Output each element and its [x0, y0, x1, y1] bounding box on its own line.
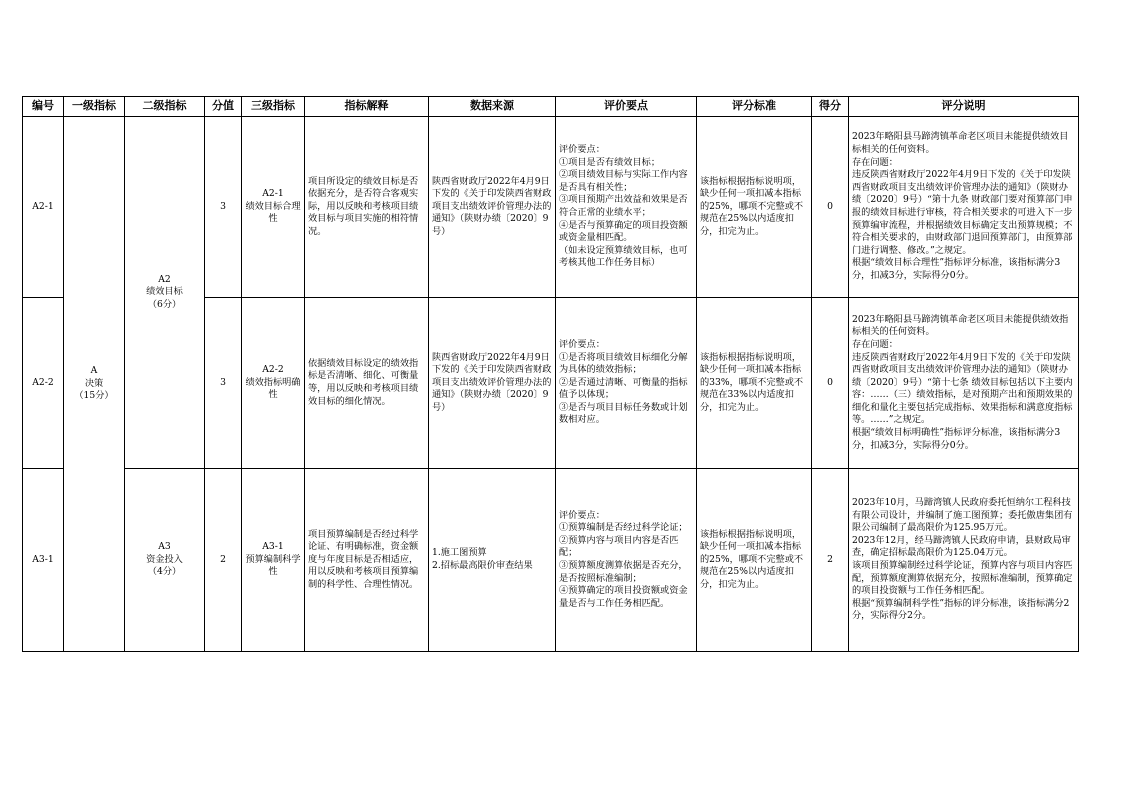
- row-score-value: 2: [205, 469, 242, 652]
- row-level3: A2-1 绩效目标合理性: [242, 117, 305, 298]
- row-notes: 2023年略阳县马蹄湾镇革命老区项目未能提供绩效目标相关的任何资料。 存在问题： 违反陕西省财政厅2022年4月9日下发的《关于印发陕西省财政项目支出绩效评价管理办法的通知》（陕财办绩〔2020〕9号）“第十九条 财政部门要对预算部门申报的绩效目标进行审核，符合相关要求的可进入下一步预算编审流程，并根据绩效目标确定支出预算规模；不符合相关要求的，由财政部门退回预算部门，由预算部门进行调整、修改。”之规定。 根据“绩效目标合理性”指标评分标准，该指标满分3分，扣减3分，实际得分0分。: [849, 117, 1079, 298]
- row-source: 1.施工图预算 2.招标最高限价审查结果: [429, 469, 556, 652]
- header-explanation: 指标解释: [305, 97, 429, 117]
- row-explanation: 项目所设定的绩效目标是否依据充分，是否符合客观实际，用以反映和考核项目绩效目标与项目实施的相符情况。: [305, 117, 429, 298]
- header-standard: 评分标准: [697, 97, 812, 117]
- row-notes: 2023年10月，马蹄湾镇人民政府委托恒纳尔工程科技有限公司设计，并编制了施工图预算；委托傲唐集团有限公司编制了最高限价为125.95万元。 2023年12月，经马蹄湾镇人民政府申请，县财政局审查，确定招标最高限价为125.04万元。 该项目预算编制经过科学论证，预算内容与项目内容匹配，预算额度测算依据充分，按照标准编制，预算确定的项目投资额与工作任务相匹配。 根据“预算编制科学性”指标的评分标准，该指标满分2分，实际得分2分。: [849, 469, 1079, 652]
- row-standard: 该指标根据指标说明项，缺少任何一项扣减本指标的25%，哪项不完整或不规范在25%以内适度扣分，扣完为止。: [697, 117, 812, 298]
- row-explanation: 项目预算编制是否经过科学论证、有明确标准，资金额度与年度目标是否相适应，用以反映和考核项目预算编制的科学性、合理性情况。: [305, 469, 429, 652]
- table-row: [23, 117, 1079, 298]
- row-points: 评价要点： ①预算编制是否经过科学论证； ②预算内容与项目内容是否匹配； ③预算额度测算依据是否充分，是否按照标准编制； ④预算确定的项目投资额或资金量是否与工作任务相匹配。: [556, 469, 697, 652]
- row-score: 0: [812, 117, 849, 298]
- evaluation-table: [22, 96, 1079, 652]
- row-source: 陕西省财政厅2022年4月9日下发的《关于印发陕西省财政项目支出绩效评价管理办法的通知》（陕财办绩〔2020〕9号）: [429, 298, 556, 469]
- row-score-value: 3: [205, 298, 242, 469]
- level1-cell: A 决策 （15分）: [64, 117, 125, 652]
- row-level3: A2-2 绩效指标明确性: [242, 298, 305, 469]
- header-score-value: 分值: [205, 97, 242, 117]
- row-id: A2-1: [23, 117, 64, 298]
- level2-cell: A2 绩效目标 （6分）: [125, 117, 205, 469]
- header-row: [23, 97, 1079, 117]
- row-source: 陕西省财政厅2022年4月9日下发的《关于印发陕西省财政项目支出绩效评价管理办法的通知》（陕财办绩〔2020〕9号）: [429, 117, 556, 298]
- row-id: A2-2: [23, 298, 64, 469]
- header-score: 得分: [812, 97, 849, 117]
- row-points: 评价要点： ①是否将项目绩效目标细化分解为具体的绩效指标； ②是否通过清晰、可衡量的指标值予以体现； ③是否与项目目标任务数或计划数相对应。: [556, 298, 697, 469]
- header-level2: 二级指标: [125, 97, 205, 117]
- row-score-value: 3: [205, 117, 242, 298]
- header-points: 评价要点: [556, 97, 697, 117]
- row-points: 评价要点： ①项目是否有绩效目标； ②项目绩效目标与实际工作内容是否具有相关性； ③项目预期产出效益和效果是否符合正常的业绩水平； ④是否与预算确定的项目投资额或资金量相匹配。 （如未设定预算绩效目标，也可考核其他工作任务目标）: [556, 117, 697, 298]
- header-level1: 一级指标: [64, 97, 125, 117]
- header-level3: 三级指标: [242, 97, 305, 117]
- row-standard: 该指标根据指标说明项，缺少任何一项扣减本指标的25%，哪项不完整或不规范在25%以内适度扣分，扣完为止。: [697, 469, 812, 652]
- row-score: 2: [812, 469, 849, 652]
- row-standard: 该指标根据指标说明项，缺少任何一项扣减本指标的33%，哪项不完整或不规范在33%以内适度扣分，扣完为止。: [697, 298, 812, 469]
- row-notes: 2023年略阳县马蹄湾镇革命老区项目未能提供绩效指标相关的任何资料。 存在问题： 违反陕西省财政厅2022年4月9日下发的《关于印发陕西省财政项目支出绩效评价管理办法的通知》（陕财办绩〔2020〕9号）“第十七条 绩效目标包括以下主要内容：……（三）绩效指标，是对预期产出和预期效果的细化和量化主要包括完成指标、效果指标和满意度指标等。……”之规定。 根据“绩效目标明确性”指标评分标准，该指标满分3分，扣减3分，实际得分0分。: [849, 298, 1079, 469]
- header-notes: 评分说明: [849, 97, 1079, 117]
- row-id: A3-1: [23, 469, 64, 652]
- header-id: 编号: [23, 97, 64, 117]
- header-source: 数据来源: [429, 97, 556, 117]
- row-level3: A3-1 预算编制科学性: [242, 469, 305, 652]
- level2-cell: A3 资金投入 （4分）: [125, 469, 205, 652]
- table-row: [23, 469, 1079, 652]
- row-explanation: 依据绩效目标设定的绩效指标是否清晰、细化、可衡量等，用以反映和考核项目绩效目标的细化情况。: [305, 298, 429, 469]
- row-score: 0: [812, 298, 849, 469]
